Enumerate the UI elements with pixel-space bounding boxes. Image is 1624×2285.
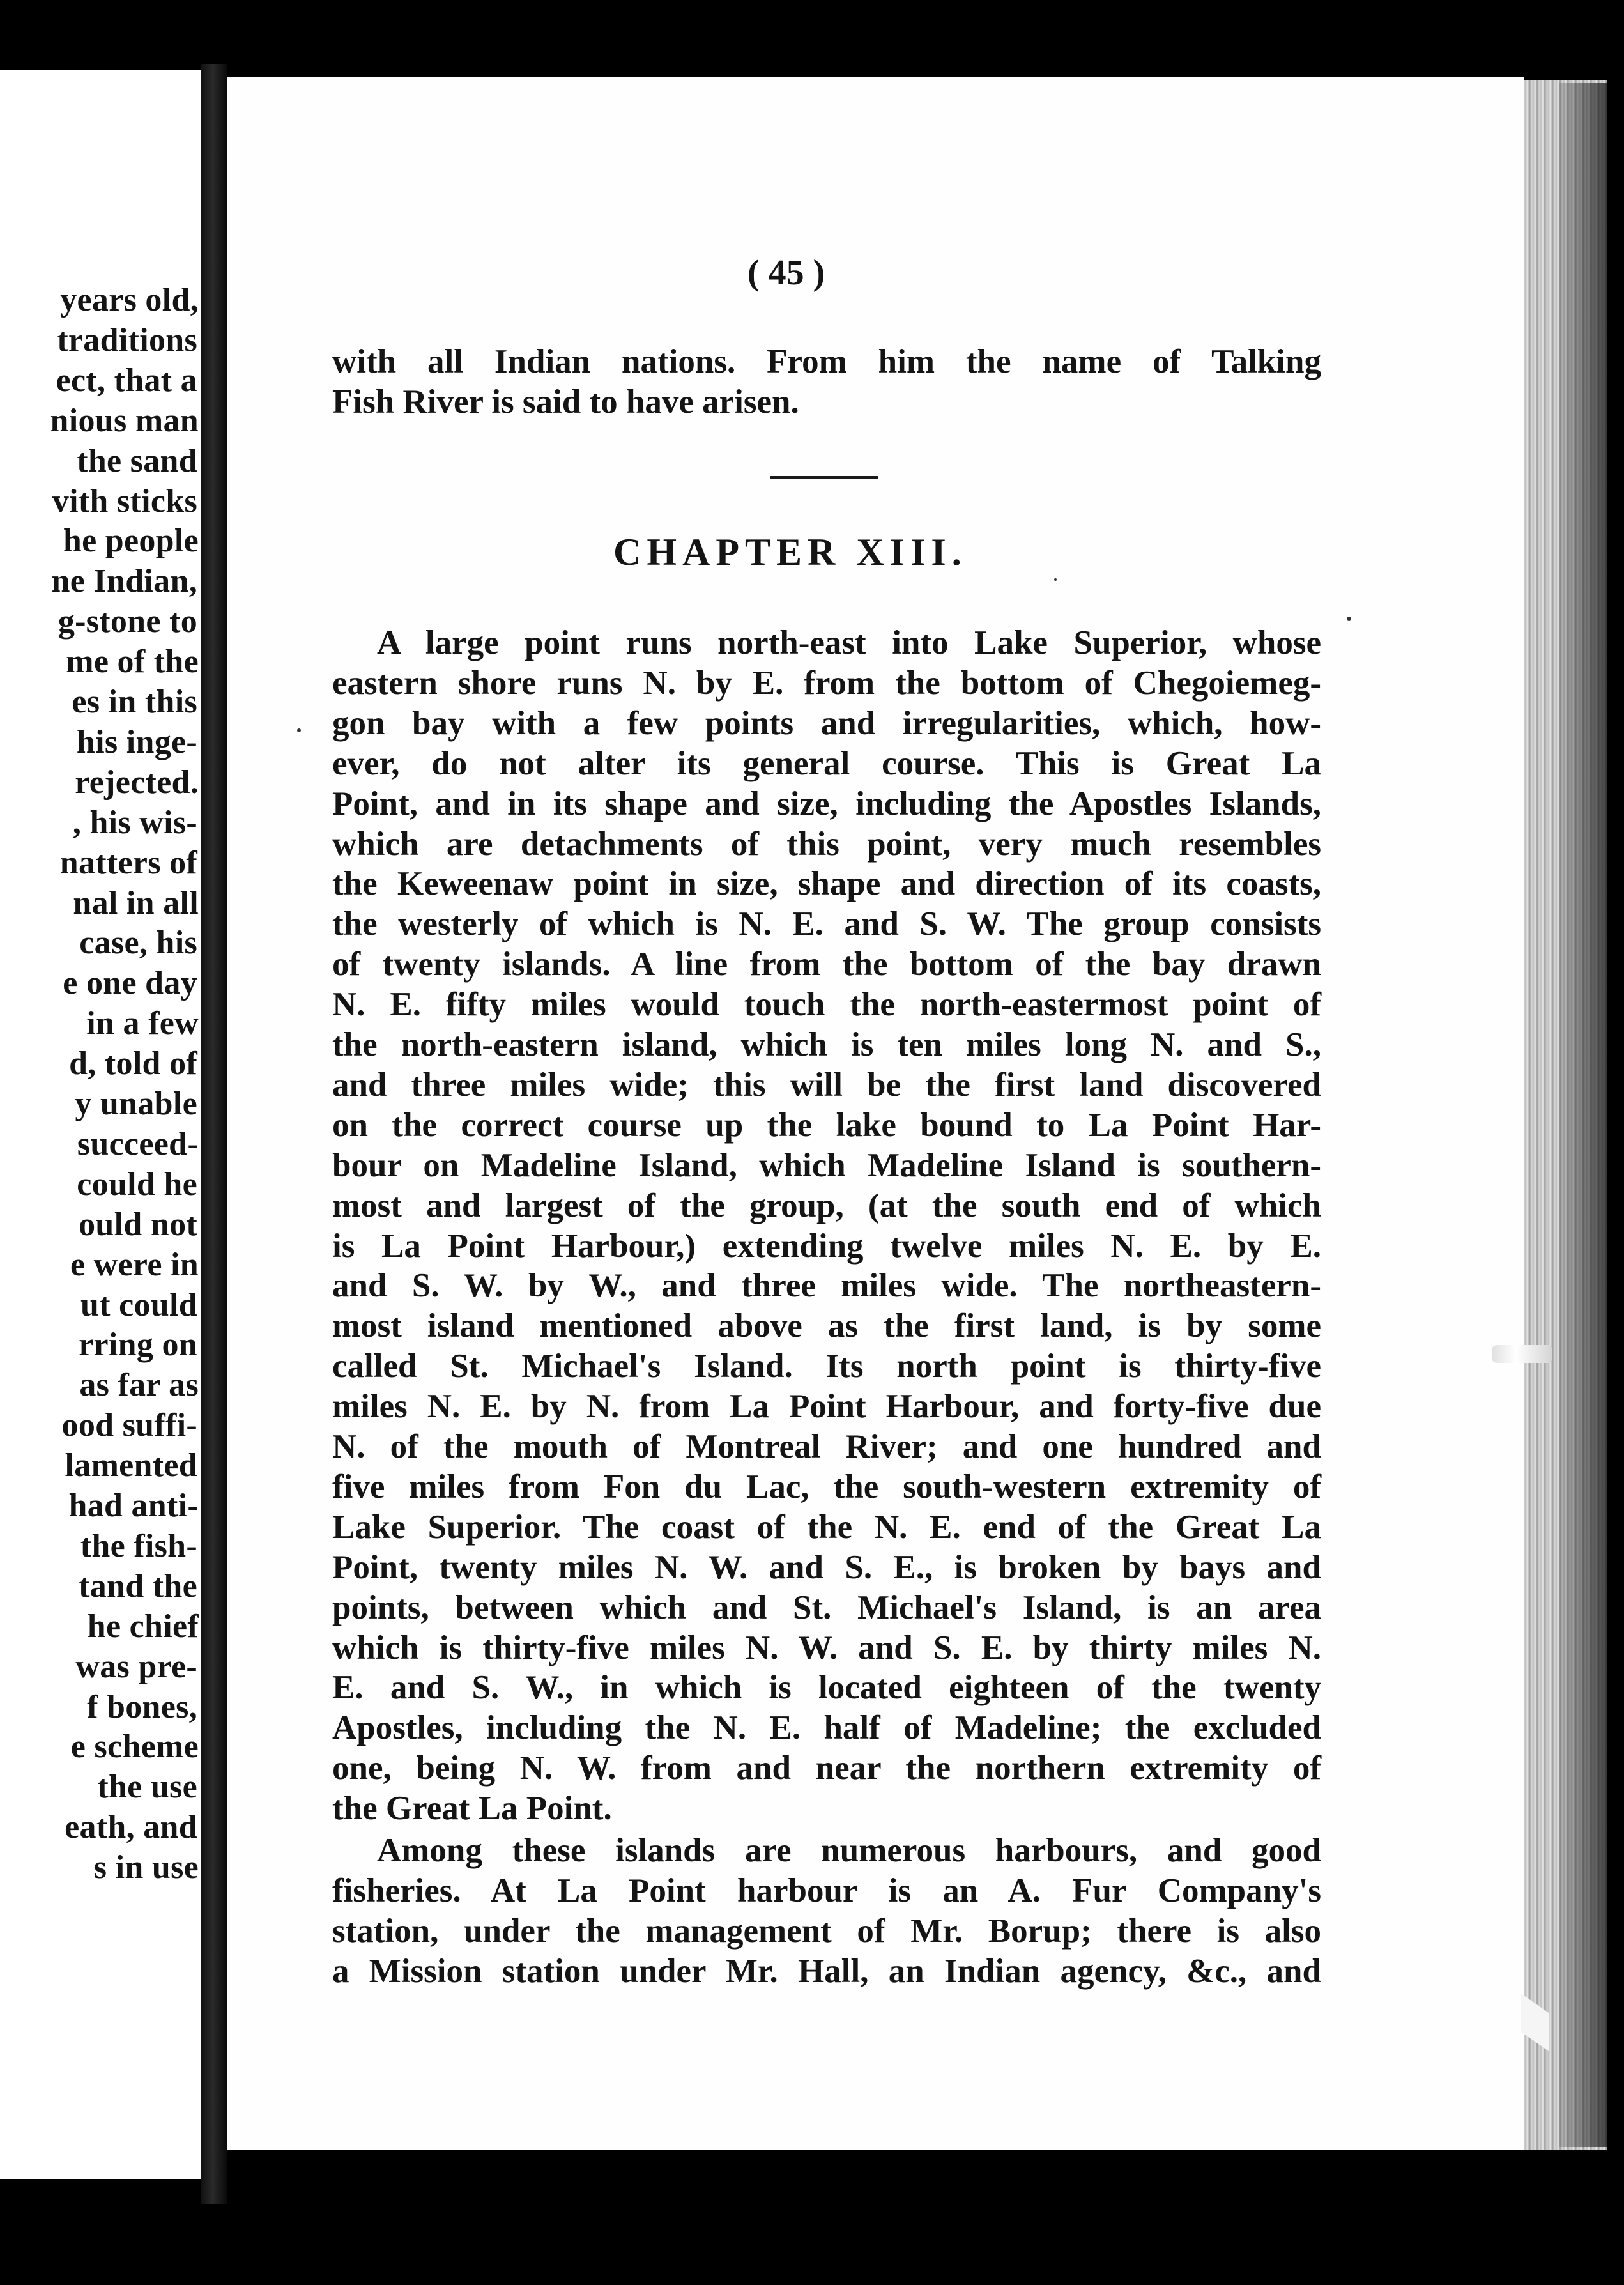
left-page-line: vith sticks	[52, 482, 197, 519]
text-line: Point, and in its shape and size, including the Apostles Islands,	[332, 785, 1321, 822]
page-edge-shadow	[1559, 83, 1607, 2147]
left-page-line: in a few	[86, 1005, 199, 1042]
text-line: N. of the mouth of Montreal River; and one hundred and	[332, 1428, 1321, 1465]
text-line: fisheries. At La Point harbour is an A. Fur Company's	[332, 1872, 1321, 1909]
left-page-line: e one day	[63, 965, 197, 1002]
text-line: which are detachments of this point, very much resembles	[332, 825, 1321, 863]
text-line: five miles from Fon du Lac, the south-western extremity of	[332, 1468, 1321, 1505]
left-page-line: the sand	[77, 442, 197, 479]
left-page-line: , his wis-	[72, 804, 197, 841]
left-page-line: rring on	[79, 1327, 197, 1364]
left-page-line: nal in all	[73, 884, 199, 921]
text-line: E. and S. W., in which is located eighteen of the twenty	[332, 1669, 1321, 1707]
text-line: ever, do not alter its general course. This is Great La	[332, 744, 1321, 782]
left-page-line: case, his	[79, 925, 197, 962]
left-page-line: natters of	[59, 844, 197, 881]
text-line: one, being N. W. from and near the northern extremity of	[332, 1750, 1321, 1787]
left-page-line: eath, and	[65, 1809, 197, 1846]
text-line: Among these islands are numerous harbours, and good	[377, 1832, 1321, 1869]
text-line: Lake Superior. The coast of the N. E. end of the Great La	[332, 1508, 1321, 1546]
text-line: gon bay with a few points and irregularities, which, how-	[332, 704, 1321, 742]
left-page-line: s in use	[93, 1849, 199, 1886]
left-page-line: ould not	[79, 1206, 197, 1243]
left-page-line: ut could	[80, 1286, 197, 1323]
text-line: miles N. E. by N. from La Point Harbour, and forty-five due	[332, 1388, 1321, 1426]
text-line: Point, twenty miles N. W. and S. E., is broken by bays and	[332, 1548, 1321, 1586]
left-page-line: lamented	[65, 1447, 197, 1484]
text-line: eastern shore runs N. by E. from the bottom of Chegoiemeg-	[332, 664, 1321, 702]
paper-tab	[1492, 1345, 1552, 1363]
left-page-line: nious man	[50, 402, 199, 439]
left-page-line: had anti-	[68, 1488, 199, 1524]
text-line: points, between which and St. Michael's Island, is an area	[332, 1589, 1321, 1626]
text-line: is La Point Harbour,) extending twelve miles N. E. by E.	[332, 1227, 1321, 1265]
text-line: the Keweenaw point in size, shape and direction of its coasts,	[332, 865, 1321, 903]
left-page-line: y unable	[75, 1086, 197, 1122]
text-line: N. E. fifty miles would touch the north-eastermost point of	[332, 986, 1321, 1024]
text-line: Apostles, including the N. E. half of Madeline; the excluded	[332, 1709, 1321, 1747]
left-page-line: es in this	[72, 684, 197, 720]
chapter-heading: CHAPTER XIII.	[613, 531, 967, 573]
text-line: called St. Michael's Island. Its north point is thirty-five	[332, 1348, 1321, 1385]
text-line: a Mission station under Mr. Hall, an Indian agency, &c., and	[332, 1952, 1321, 1990]
text-line: bour on Madeline Island, which Madeline Island is southern-	[332, 1146, 1321, 1184]
text-line: the north-eastern island, which is ten miles long N. and S.,	[332, 1026, 1321, 1063]
left-page-line: was pre-	[75, 1648, 197, 1685]
text-line: and three miles wide; this will be the first land discovered	[332, 1066, 1321, 1104]
left-page-line: ood suffi-	[61, 1407, 197, 1444]
left-page-line: f bones,	[87, 1688, 197, 1725]
left-page-line: the use	[97, 1769, 197, 1806]
page-number: ( 45 )	[747, 253, 825, 293]
book-gutter	[201, 64, 227, 2204]
text-line: most island mentioned above as the first land, is by some	[332, 1307, 1321, 1345]
left-page-line: could he	[77, 1166, 197, 1203]
text-line: Fish River is said to have arisen.	[332, 383, 799, 420]
left-page-line: e were in	[70, 1246, 199, 1283]
left-page-line: he people	[63, 523, 199, 560]
left-page-line: g-stone to	[57, 603, 197, 640]
left-page-line: ect, that a	[56, 362, 197, 399]
text-line: with all Indian nations. From him the name of Talking	[332, 343, 1321, 380]
text-line: on the correct course up the lake bound to La Point Har-	[332, 1106, 1321, 1144]
text-line: which is thirty-five miles N. W. and S. E. by thirty miles N.	[332, 1629, 1321, 1666]
left-page-line: rejected.	[75, 764, 199, 801]
left-page-line: e scheme	[70, 1728, 199, 1766]
text-line: and S. W. by W., and three miles wide. The northeastern-	[332, 1267, 1321, 1305]
text-line: the Great La Point.	[332, 1790, 612, 1827]
left-page-line: d, told of	[69, 1045, 197, 1082]
left-page-line: his inge-	[76, 723, 197, 760]
left-page-line: the fish-	[80, 1527, 197, 1564]
text-line: A large point runs north-east into Lake Superior, whose	[377, 624, 1321, 661]
text-line: the westerly of which is N. E. and S. W. The group consists	[332, 905, 1321, 943]
text-line: station, under the management of Mr. Borup; there is also	[332, 1912, 1321, 1950]
left-page-line: years old,	[60, 282, 199, 318]
left-page-line: ne Indian,	[51, 563, 197, 600]
left-page	[0, 70, 201, 2179]
left-page-line: tand the	[79, 1567, 197, 1604]
left-page-line: me of the	[66, 643, 199, 681]
left-page-line: he chief	[87, 1608, 199, 1645]
left-page-line: traditions	[57, 321, 197, 358]
text-line: of twenty islands. A line from the bottom of the bay drawn	[332, 946, 1321, 983]
left-page-line: as far as	[79, 1367, 199, 1404]
section-divider-rule	[770, 476, 878, 479]
left-page-line: succeed-	[77, 1125, 199, 1162]
text-line: most and largest of the group, (at the south end of which	[332, 1187, 1321, 1224]
